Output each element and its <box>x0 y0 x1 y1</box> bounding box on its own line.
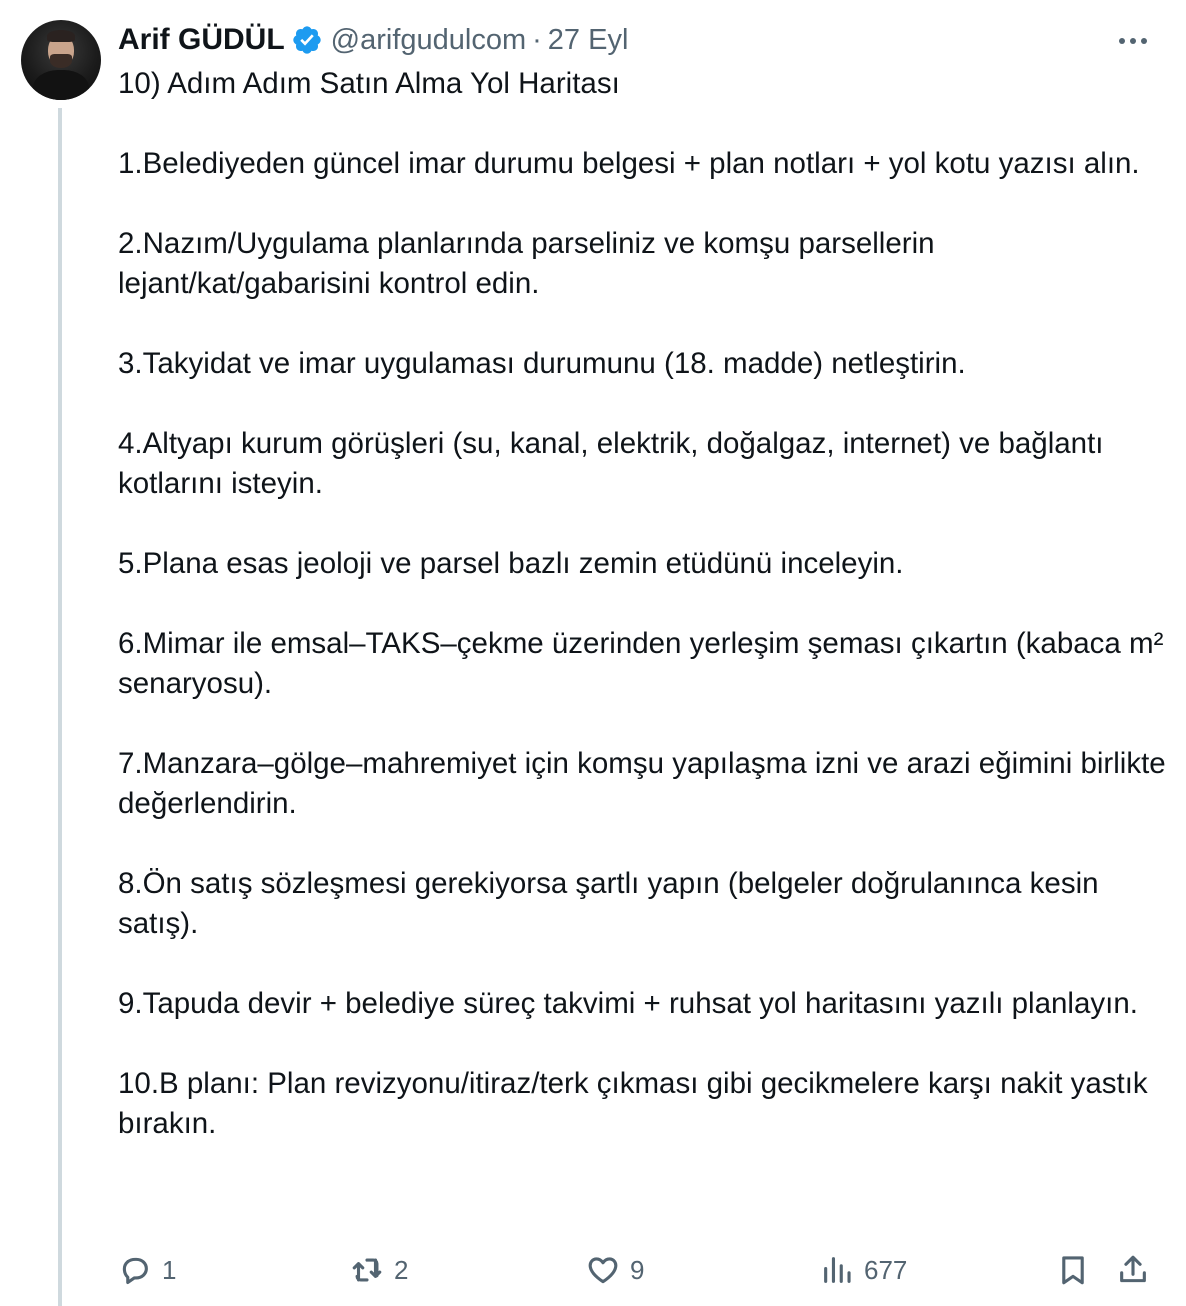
tweet-header <box>118 18 628 62</box>
tweet-step-8: 8.Ön satış sözleşmesi gerekiyorsa şartlı yapın (belgeler doğrulanınca kesin satış). <box>118 867 1099 940</box>
reply-icon <box>118 1253 152 1287</box>
tweet-step-4: 4.Altyapı kurum görüşleri (su, kanal, elektrik, doğalgaz, internet) ve bağlantı kotlarını isteyin. <box>118 427 1104 500</box>
share-icon <box>1116 1253 1150 1287</box>
repost-icon <box>350 1253 384 1287</box>
tweet-text <box>118 64 1168 1184</box>
heart-icon <box>586 1253 620 1287</box>
tweet-step-5: 5.Plana esas jeoloji ve parsel bazlı zemin etüdünü inceleyin. <box>118 547 904 580</box>
tweet-step-10: 10.B planı: Plan revizyonu/itiraz/terk çıkması gibi gecikmelere karşı nakit yastık bırakın. <box>118 1067 1148 1140</box>
avatar-beard <box>50 54 72 68</box>
views-count: 677 <box>864 1254 908 1285</box>
reply-button[interactable] <box>118 1248 176 1292</box>
author-name[interactable]: Arif GÜDÜL <box>118 23 285 56</box>
views-chart-icon <box>820 1253 854 1287</box>
like-button[interactable] <box>586 1248 644 1292</box>
tweet-step-7: 7.Manzara–gölge–mahremiyet için komşu yapılaşma izni ve arazi eğimini birlikte değerlendirin. <box>118 747 1166 820</box>
tweet-step-9: 9.Tapuda devir + belediye süreç takvimi + ruhsat yol haritasını yazılı planlayın. <box>118 987 1138 1020</box>
tweet-step-6: 6.Mimar ile emsal–TAKS–çekme üzerinden yerleşim şeması çıkartın (kabaca m² senaryosu). <box>118 627 1164 700</box>
tweet-step-1: 1.Belediyeden güncel imar durumu belgesi + plan notları + yol kotu yazısı alın. <box>118 147 1140 180</box>
tweet-actions <box>0 1248 1186 1292</box>
more-dots-icon[interactable] <box>1112 24 1154 58</box>
views-button[interactable] <box>820 1248 907 1292</box>
avatar-hair <box>47 30 75 42</box>
avatar-body <box>33 70 89 100</box>
tweet-title: 10) Adım Adım Satın Alma Yol Haritası <box>118 67 620 100</box>
thread-line <box>58 108 62 1306</box>
bookmark-icon <box>1056 1253 1090 1287</box>
share-button[interactable] <box>1116 1248 1150 1292</box>
repost-button[interactable] <box>350 1248 408 1292</box>
like-count: 9 <box>630 1254 645 1285</box>
avatar[interactable] <box>21 20 101 100</box>
tweet-step-3: 3.Takyidat ve imar uygulaması durumunu (18. madde) netleştirin. <box>118 347 966 380</box>
author-handle[interactable]: @arifgudulcom <box>330 23 527 56</box>
verified-badge-icon[interactable] <box>291 24 323 56</box>
reply-count: 1 <box>162 1254 177 1285</box>
bookmark-button[interactable] <box>1056 1248 1090 1292</box>
tweet-date[interactable]: 27 Eyl <box>547 23 629 56</box>
header-separator: · <box>532 23 542 56</box>
repost-count: 2 <box>394 1254 409 1285</box>
tweet-step-2: 2.Nazım/Uygulama planlarında parseliniz ve komşu parsellerin lejant/kat/gabarisini kontrol edin. <box>118 227 935 300</box>
